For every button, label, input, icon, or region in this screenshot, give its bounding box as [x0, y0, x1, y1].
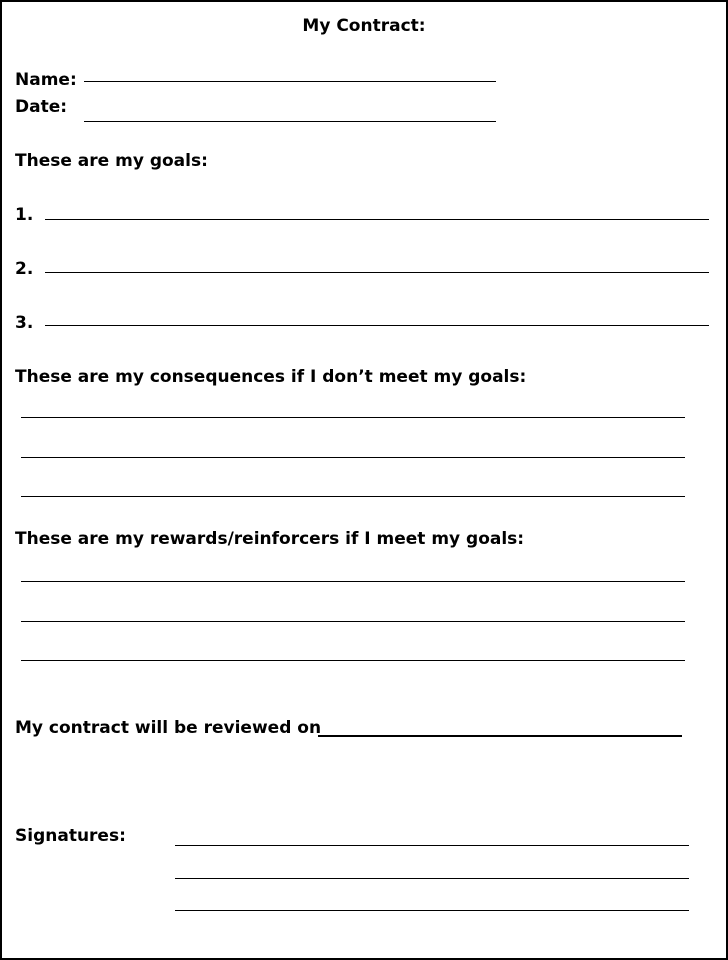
- reward-line-1[interactable]: [21, 581, 685, 582]
- consequence-line-2[interactable]: [21, 457, 685, 458]
- goal-line-3[interactable]: [45, 325, 709, 326]
- reward-line-3[interactable]: [21, 660, 685, 661]
- date-field-line[interactable]: [84, 121, 496, 122]
- review-date-line[interactable]: [318, 735, 682, 737]
- goal-line-2[interactable]: [45, 272, 709, 273]
- document-title: My Contract:: [302, 16, 426, 36]
- signature-line-1[interactable]: [175, 845, 689, 846]
- signature-line-2[interactable]: [175, 878, 689, 879]
- signature-line-3[interactable]: [175, 910, 689, 911]
- name-label: Name:: [15, 70, 77, 90]
- consequence-line-3[interactable]: [21, 496, 685, 497]
- consequences-heading: These are my consequences if I don’t meet my goals:: [15, 367, 527, 387]
- date-label: Date:: [15, 97, 68, 117]
- reward-line-2[interactable]: [21, 621, 685, 622]
- consequence-line-1[interactable]: [21, 417, 685, 418]
- goal-number-1: 1.: [15, 205, 34, 225]
- goal-number-3: 3.: [15, 313, 34, 333]
- rewards-heading: These are my rewards/reinforcers if I meet my goals:: [15, 529, 525, 549]
- goals-heading: These are my goals:: [15, 151, 208, 171]
- signatures-label: Signatures:: [15, 826, 126, 846]
- goal-line-1[interactable]: [45, 219, 709, 220]
- review-label: My contract will be reviewed on: [15, 718, 322, 738]
- name-field-line[interactable]: [84, 81, 496, 82]
- goal-number-2: 2.: [15, 259, 34, 279]
